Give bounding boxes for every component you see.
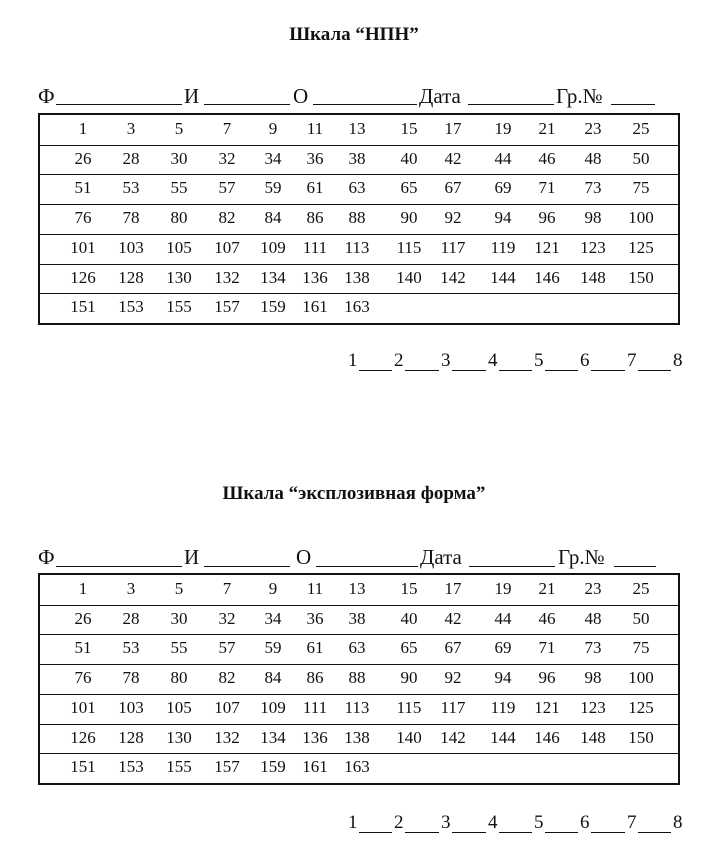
item-number[interactable]: 11 (306, 119, 324, 138)
item-number[interactable]: 40 (400, 609, 418, 628)
item-number[interactable]: 71 (538, 178, 556, 197)
item-number[interactable]: 38 (348, 609, 366, 628)
scale-blank (499, 370, 532, 371)
item-number[interactable]: 26 (74, 609, 92, 628)
item-number[interactable]: 5 (174, 579, 184, 598)
item-number[interactable]: 123 (580, 238, 606, 257)
item-number[interactable]: 146 (534, 728, 560, 747)
item-number[interactable]: 13 (348, 119, 366, 138)
item-number[interactable]: 144 (490, 728, 516, 747)
item-number[interactable]: 125 (628, 698, 654, 717)
item-number[interactable]: 98 (584, 668, 602, 687)
item-number[interactable]: 34 (264, 149, 282, 168)
item-number[interactable]: 90 (400, 208, 418, 227)
item-number[interactable]: 136 (302, 268, 328, 287)
item-number[interactable]: 136 (302, 728, 328, 747)
item-number[interactable]: 15 (400, 579, 418, 598)
item-number[interactable]: 142 (440, 728, 466, 747)
item-number[interactable]: 21 (538, 579, 556, 598)
item-number[interactable]: 163 (344, 297, 370, 316)
item-number[interactable]: 5 (174, 119, 184, 138)
scale-blank (359, 370, 392, 371)
item-number[interactable]: 82 (218, 208, 236, 227)
item-number[interactable]: 17 (444, 579, 462, 598)
item-number[interactable]: 61 (306, 638, 324, 657)
grid-row-divider (40, 753, 678, 754)
patronymic-label: О (293, 84, 309, 108)
item-number[interactable]: 84 (264, 208, 282, 227)
item-number[interactable]: 121 (534, 238, 560, 257)
item-number[interactable]: 67 (444, 638, 462, 657)
item-number[interactable]: 48 (584, 609, 602, 628)
form-title: Шкала “НПН” (289, 24, 419, 45)
item-number[interactable]: 163 (344, 757, 370, 776)
item-number[interactable]: 84 (264, 668, 282, 687)
item-number[interactable]: 75 (632, 178, 650, 197)
item-number[interactable]: 36 (306, 609, 324, 628)
item-number[interactable]: 25 (632, 119, 650, 138)
item-number[interactable]: 67 (444, 178, 462, 197)
item-number[interactable]: 96 (538, 208, 556, 227)
item-number[interactable]: 128 (118, 268, 144, 287)
item-number[interactable]: 34 (264, 609, 282, 628)
scale-value[interactable]: 7 (627, 812, 637, 833)
item-number[interactable]: 159 (260, 757, 286, 776)
item-number[interactable]: 42 (444, 609, 462, 628)
grid-row-divider (40, 145, 678, 146)
grid-row-divider (40, 234, 678, 235)
item-number[interactable]: 32 (218, 609, 236, 628)
item-number[interactable]: 23 (584, 579, 602, 598)
item-number[interactable]: 42 (444, 149, 462, 168)
item-number[interactable]: 113 (344, 238, 370, 257)
scale-blank (638, 370, 671, 371)
item-number[interactable]: 113 (344, 698, 370, 717)
item-number[interactable]: 115 (396, 698, 422, 717)
item-number[interactable]: 38 (348, 149, 366, 168)
item-number[interactable]: 94 (494, 208, 512, 227)
item-number[interactable]: 71 (538, 638, 556, 657)
item-number[interactable]: 3 (126, 579, 136, 598)
item-number[interactable]: 86 (306, 208, 324, 227)
date-blank[interactable] (468, 104, 554, 105)
grid-row-divider (40, 724, 678, 725)
item-number[interactable]: 48 (584, 149, 602, 168)
item-number[interactable]: 78 (122, 208, 140, 227)
item-number[interactable]: 140 (396, 268, 422, 287)
grid-row-divider (40, 264, 678, 265)
name-label: И (184, 84, 200, 108)
item-number[interactable]: 1 (78, 119, 88, 138)
item-number[interactable]: 53 (122, 638, 140, 657)
group-label: Гр.№ (556, 84, 603, 108)
grid-row-divider (40, 605, 678, 606)
item-number[interactable]: 86 (306, 668, 324, 687)
item-number[interactable]: 105 (166, 698, 192, 717)
name-blank[interactable] (204, 566, 290, 567)
grid-row-divider (40, 664, 678, 665)
item-number[interactable]: 111 (302, 238, 328, 257)
item-number[interactable]: 13 (348, 579, 366, 598)
scale-blank (591, 832, 625, 833)
scale-blank (452, 370, 486, 371)
item-number[interactable]: 28 (122, 149, 140, 168)
scale-blank (499, 832, 532, 833)
scale-value[interactable]: 6 (580, 812, 590, 833)
item-number[interactable]: 105 (166, 238, 192, 257)
item-number[interactable]: 1 (78, 579, 88, 598)
scale-blank (452, 832, 486, 833)
item-number[interactable]: 92 (444, 668, 462, 687)
item-number[interactable]: 107 (214, 238, 240, 257)
item-number[interactable]: 115 (396, 238, 422, 257)
item-number[interactable]: 76 (74, 208, 92, 227)
item-number[interactable]: 150 (628, 728, 654, 747)
item-number[interactable]: 80 (170, 668, 188, 687)
scale-blank (591, 370, 625, 371)
item-number[interactable]: 50 (632, 609, 650, 628)
answer-grid (38, 113, 680, 325)
scale-value[interactable]: 2 (394, 350, 404, 371)
item-number[interactable]: 46 (538, 149, 556, 168)
surname-label: Ф (38, 545, 55, 569)
date-label: Дата (419, 84, 461, 108)
item-number[interactable]: 130 (166, 728, 192, 747)
item-number[interactable]: 3 (126, 119, 136, 138)
item-number[interactable]: 57 (218, 178, 236, 197)
item-number[interactable]: 51 (74, 178, 92, 197)
scale-value[interactable]: 4 (488, 350, 498, 371)
group-label: Гр.№ (558, 545, 605, 569)
item-number[interactable]: 46 (538, 609, 556, 628)
item-number[interactable]: 19 (494, 119, 512, 138)
scale-blank (405, 832, 439, 833)
item-number[interactable]: 134 (260, 268, 286, 287)
item-number[interactable]: 151 (70, 757, 96, 776)
item-number[interactable]: 28 (122, 609, 140, 628)
item-number[interactable]: 132 (214, 728, 240, 747)
item-number[interactable]: 151 (70, 297, 96, 316)
scale-value[interactable]: 2 (394, 812, 404, 833)
item-number[interactable]: 82 (218, 668, 236, 687)
item-number[interactable]: 130 (166, 268, 192, 287)
item-number[interactable]: 44 (494, 609, 512, 628)
item-number[interactable]: 96 (538, 668, 556, 687)
item-number[interactable]: 15 (400, 119, 418, 138)
item-number[interactable]: 107 (214, 698, 240, 717)
item-number[interactable]: 157 (214, 297, 240, 316)
item-number[interactable]: 61 (306, 178, 324, 197)
item-number[interactable]: 128 (118, 728, 144, 747)
item-number[interactable]: 21 (538, 119, 556, 138)
surname-blank[interactable] (56, 104, 182, 105)
scale-blank (405, 370, 439, 371)
item-number[interactable]: 59 (264, 178, 282, 197)
item-number[interactable]: 161 (302, 757, 328, 776)
scale-value[interactable]: 7 (627, 350, 637, 371)
patronymic-blank[interactable] (316, 566, 418, 567)
item-number[interactable]: 30 (170, 149, 188, 168)
item-number[interactable]: 157 (214, 757, 240, 776)
item-number[interactable]: 161 (302, 297, 328, 316)
item-number[interactable]: 159 (260, 297, 286, 316)
name-label: И (184, 545, 200, 569)
scale-value[interactable]: 8 (673, 812, 683, 833)
item-number[interactable]: 40 (400, 149, 418, 168)
item-number[interactable]: 155 (166, 757, 192, 776)
item-number[interactable]: 7 (222, 119, 232, 138)
form-title: Шкала “эксплозивная форма” (222, 483, 486, 504)
item-number[interactable]: 119 (490, 698, 516, 717)
patronymic-label: О (296, 545, 312, 569)
item-number[interactable]: 134 (260, 728, 286, 747)
item-number[interactable]: 23 (584, 119, 602, 138)
item-number[interactable]: 88 (348, 668, 366, 687)
scale-blank (545, 370, 578, 371)
item-number[interactable]: 123 (580, 698, 606, 717)
item-number[interactable]: 101 (70, 698, 96, 717)
item-number[interactable]: 59 (264, 638, 282, 657)
item-number[interactable]: 100 (628, 208, 654, 227)
item-number[interactable]: 138 (344, 268, 370, 287)
item-number[interactable]: 140 (396, 728, 422, 747)
scale-value[interactable]: 8 (673, 350, 683, 371)
item-number[interactable]: 153 (118, 757, 144, 776)
item-number[interactable]: 148 (580, 728, 606, 747)
item-number[interactable]: 50 (632, 149, 650, 168)
item-number[interactable]: 150 (628, 268, 654, 287)
item-number[interactable]: 111 (302, 698, 328, 717)
item-number[interactable]: 101 (70, 238, 96, 257)
item-number[interactable]: 51 (74, 638, 92, 657)
item-number[interactable]: 30 (170, 609, 188, 628)
item-number[interactable]: 36 (306, 149, 324, 168)
item-number[interactable]: 103 (118, 238, 144, 257)
scale-value[interactable]: 4 (488, 812, 498, 833)
item-number[interactable]: 148 (580, 268, 606, 287)
item-number[interactable]: 32 (218, 149, 236, 168)
answer-grid (38, 573, 680, 785)
grid-row-divider (40, 634, 678, 635)
item-number[interactable]: 90 (400, 668, 418, 687)
item-number[interactable]: 132 (214, 268, 240, 287)
item-number[interactable]: 142 (440, 268, 466, 287)
grid-row-divider (40, 174, 678, 175)
item-number[interactable]: 26 (74, 149, 92, 168)
scale-blank (359, 832, 392, 833)
item-number[interactable]: 73 (584, 178, 602, 197)
item-number[interactable]: 44 (494, 149, 512, 168)
item-number[interactable]: 63 (348, 178, 366, 197)
item-number[interactable]: 88 (348, 208, 366, 227)
item-number[interactable]: 19 (494, 579, 512, 598)
item-number[interactable]: 109 (260, 698, 286, 717)
item-number[interactable]: 9 (268, 579, 278, 598)
item-number[interactable]: 144 (490, 268, 516, 287)
grid-row-divider (40, 293, 678, 294)
name-blank[interactable] (204, 104, 290, 105)
grid-row-divider (40, 204, 678, 205)
item-number[interactable]: 126 (70, 268, 96, 287)
item-number[interactable]: 98 (584, 208, 602, 227)
item-number[interactable]: 55 (170, 178, 188, 197)
scale-value[interactable]: 3 (441, 812, 451, 833)
item-number[interactable]: 55 (170, 638, 188, 657)
group-blank[interactable] (614, 566, 656, 567)
date-blank[interactable] (469, 566, 555, 567)
item-number[interactable]: 117 (440, 698, 466, 717)
group-blank[interactable] (611, 104, 655, 105)
item-number[interactable]: 11 (306, 579, 324, 598)
item-number[interactable]: 69 (494, 178, 512, 197)
item-number[interactable]: 78 (122, 668, 140, 687)
scale-value[interactable]: 1 (348, 350, 358, 371)
item-number[interactable]: 121 (534, 698, 560, 717)
patronymic-blank[interactable] (313, 104, 417, 105)
item-number[interactable]: 126 (70, 728, 96, 747)
item-number[interactable]: 109 (260, 238, 286, 257)
grid-row-divider (40, 694, 678, 695)
date-label: Дата (420, 545, 462, 569)
scale-value[interactable]: 3 (441, 350, 451, 371)
item-number[interactable]: 57 (218, 638, 236, 657)
item-number[interactable]: 25 (632, 579, 650, 598)
item-number[interactable]: 63 (348, 638, 366, 657)
item-number[interactable]: 94 (494, 668, 512, 687)
item-number[interactable]: 9 (268, 119, 278, 138)
item-number[interactable]: 80 (170, 208, 188, 227)
item-number[interactable]: 103 (118, 698, 144, 717)
item-number[interactable]: 100 (628, 668, 654, 687)
item-number[interactable]: 146 (534, 268, 560, 287)
item-number[interactable]: 7 (222, 579, 232, 598)
item-number[interactable]: 125 (628, 238, 654, 257)
scale-value[interactable]: 5 (534, 812, 544, 833)
item-number[interactable]: 73 (584, 638, 602, 657)
item-number[interactable]: 153 (118, 297, 144, 316)
scale-blank (545, 832, 578, 833)
item-number[interactable]: 53 (122, 178, 140, 197)
scale-value[interactable]: 5 (534, 350, 544, 371)
scale-blank (638, 832, 671, 833)
item-number[interactable]: 76 (74, 668, 92, 687)
item-number[interactable]: 17 (444, 119, 462, 138)
surname-label: Ф (38, 84, 55, 108)
item-number[interactable]: 138 (344, 728, 370, 747)
item-number[interactable]: 92 (444, 208, 462, 227)
scale-value[interactable]: 6 (580, 350, 590, 371)
item-number[interactable]: 69 (494, 638, 512, 657)
item-number[interactable]: 155 (166, 297, 192, 316)
item-number[interactable]: 65 (400, 638, 418, 657)
surname-blank[interactable] (56, 566, 182, 567)
item-number[interactable]: 75 (632, 638, 650, 657)
item-number[interactable]: 117 (440, 238, 466, 257)
item-number[interactable]: 119 (490, 238, 516, 257)
item-number[interactable]: 65 (400, 178, 418, 197)
scale-value[interactable]: 1 (348, 812, 358, 833)
